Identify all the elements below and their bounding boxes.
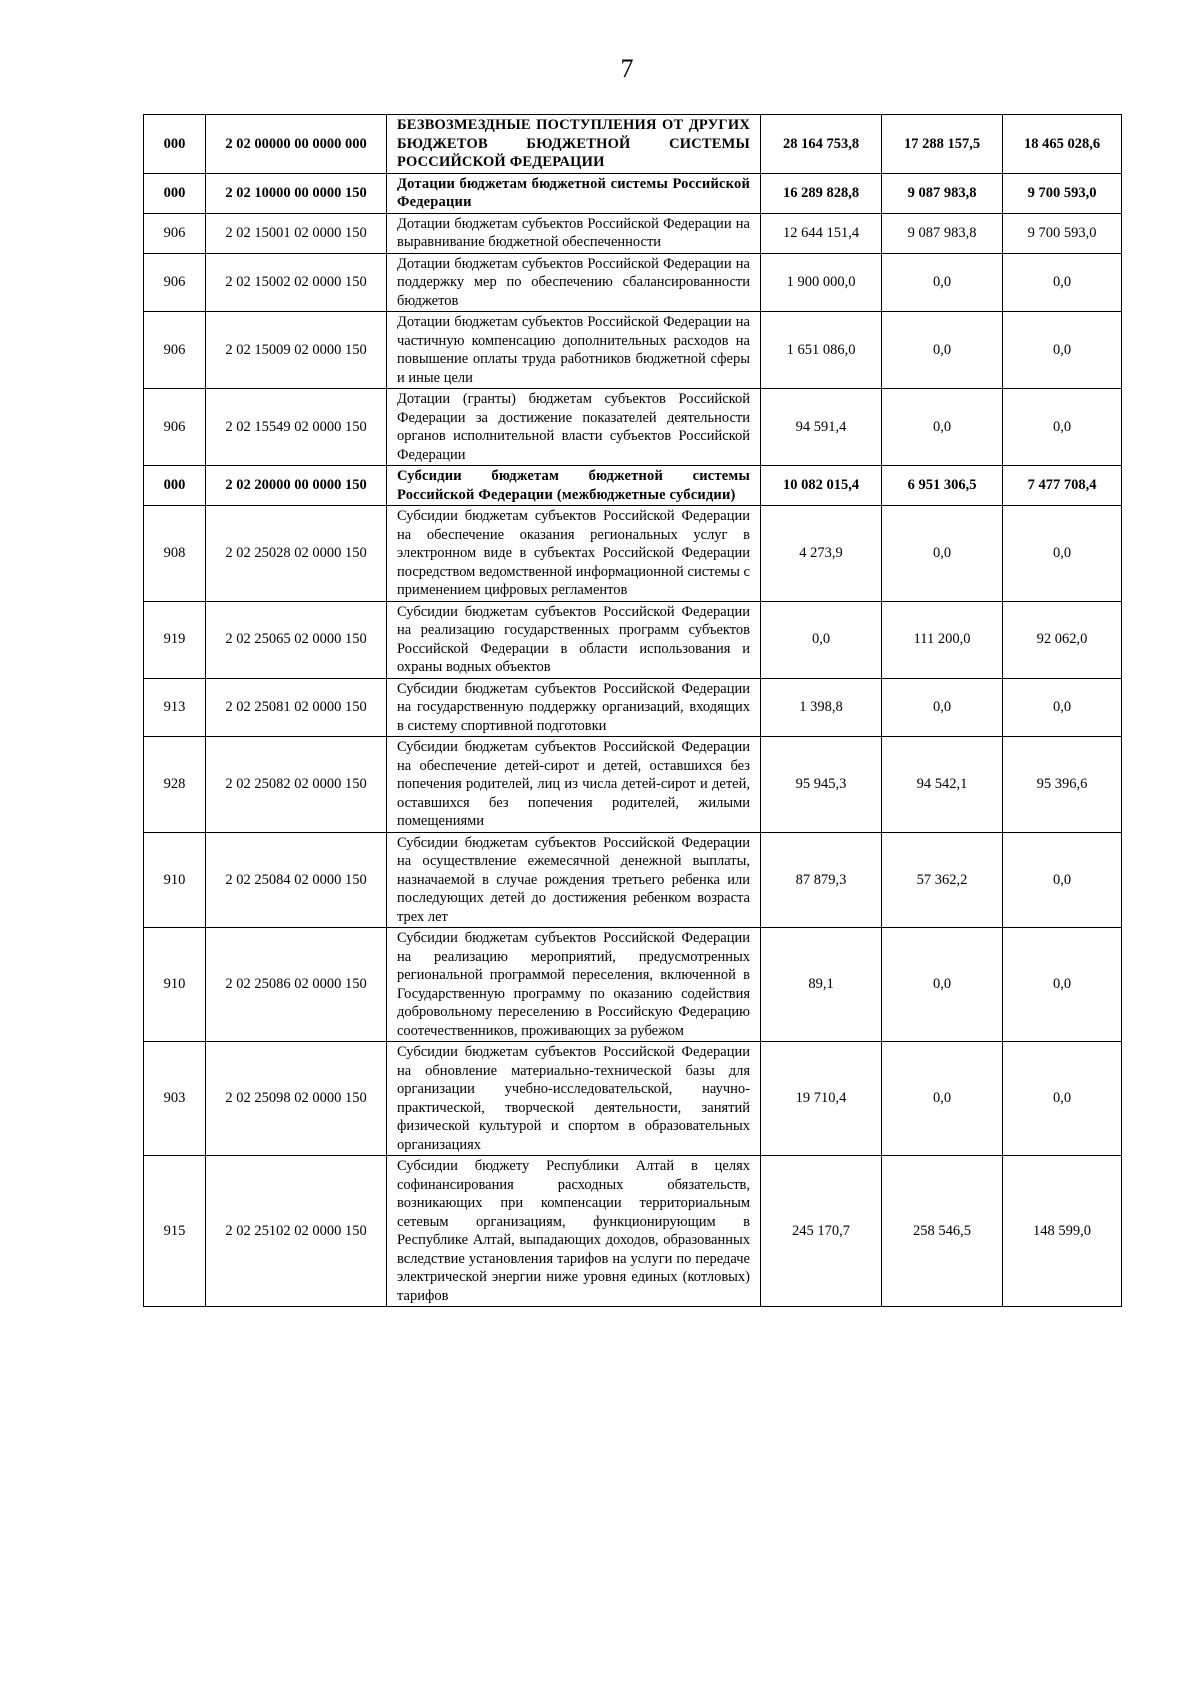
amount-year3-cell: 0,0 xyxy=(1003,506,1122,602)
table-row xyxy=(144,506,1122,602)
budget-code-cell: 2 02 25065 02 0000 150 xyxy=(206,601,387,678)
budget-code-cell: 2 02 25084 02 0000 150 xyxy=(206,832,387,928)
admin-code-cell: 906 xyxy=(144,253,206,312)
revenue-name-cell: Дотации бюджетам субъектов Российской Федерации на поддержку мер по обеспечению сбалансированности бюджетов xyxy=(387,253,761,312)
amount-year2-cell: 0,0 xyxy=(882,928,1003,1042)
table-row xyxy=(144,389,1122,466)
amount-year1-cell: 16 289 828,8 xyxy=(761,173,882,213)
table-row xyxy=(144,1156,1122,1307)
admin-code-cell: 906 xyxy=(144,312,206,389)
amount-year2-cell: 9 087 983,8 xyxy=(882,213,1003,253)
table-body xyxy=(144,115,1122,1307)
budget-code-cell: 2 02 25102 02 0000 150 xyxy=(206,1156,387,1307)
amount-year1-cell: 0,0 xyxy=(761,601,882,678)
amount-year3-cell: 18 465 028,6 xyxy=(1003,115,1122,174)
amount-year1-cell: 19 710,4 xyxy=(761,1042,882,1156)
amount-year3-cell: 95 396,6 xyxy=(1003,737,1122,833)
revenue-name-cell: Дотации бюджетам бюджетной системы Российской Федерации xyxy=(387,173,761,213)
amount-year3-cell: 0,0 xyxy=(1003,1042,1122,1156)
table-row xyxy=(144,601,1122,678)
revenue-name-cell: Дотации (гранты) бюджетам субъектов Российской Федерации за достижение показателей деятельности органов исполнительной власти субъектов Российской Федерации xyxy=(387,389,761,466)
table-row xyxy=(144,115,1122,174)
admin-code-cell: 919 xyxy=(144,601,206,678)
revenue-name-cell: Субсидии бюджетам субъектов Российской Федерации на реализацию государственных программ субъектов Российской Федерации в области использования и охраны водных объектов xyxy=(387,601,761,678)
amount-year1-cell: 10 082 015,4 xyxy=(761,466,882,506)
table-row xyxy=(144,253,1122,312)
amount-year1-cell: 94 591,4 xyxy=(761,389,882,466)
admin-code-cell: 000 xyxy=(144,115,206,174)
budget-code-cell: 2 02 15002 02 0000 150 xyxy=(206,253,387,312)
budget-code-cell: 2 02 25098 02 0000 150 xyxy=(206,1042,387,1156)
amount-year2-cell: 57 362,2 xyxy=(882,832,1003,928)
amount-year3-cell: 92 062,0 xyxy=(1003,601,1122,678)
amount-year3-cell: 148 599,0 xyxy=(1003,1156,1122,1307)
amount-year3-cell: 0,0 xyxy=(1003,312,1122,389)
table-row xyxy=(144,737,1122,833)
budget-code-cell: 2 02 25086 02 0000 150 xyxy=(206,928,387,1042)
amount-year2-cell: 0,0 xyxy=(882,312,1003,389)
admin-code-cell: 913 xyxy=(144,678,206,737)
revenue-name-cell: БЕЗВОЗМЕЗДНЫЕ ПОСТУПЛЕНИЯ ОТ ДРУГИХ БЮДЖЕТОВ БЮДЖЕТНОЙ СИСТЕМЫ РОССИЙСКОЙ ФЕДЕРАЦИИ xyxy=(387,115,761,174)
revenue-name-cell: Субсидии бюджетам бюджетной системы Российской Федерации (межбюджетные субсидии) xyxy=(387,466,761,506)
amount-year1-cell: 28 164 753,8 xyxy=(761,115,882,174)
admin-code-cell: 908 xyxy=(144,506,206,602)
amount-year3-cell: 0,0 xyxy=(1003,678,1122,737)
budget-code-cell: 2 02 15001 02 0000 150 xyxy=(206,213,387,253)
revenue-name-cell: Субсидии бюджетам субъектов Российской Федерации на обеспечение детей-сирот и детей, оставшихся без попечения родителей, лиц из числа детей-сирот и детей, оставшихся без попечения родителей, жилыми помещениями xyxy=(387,737,761,833)
amount-year3-cell: 7 477 708,4 xyxy=(1003,466,1122,506)
amount-year1-cell: 245 170,7 xyxy=(761,1156,882,1307)
revenue-name-cell: Субсидии бюджетам субъектов Российской Федерации на осуществление ежемесячной денежной выплаты, назначаемой в случае рождения третьего ребенка или последующих детей до достижения ребенком возраста трех лет xyxy=(387,832,761,928)
revenue-name-cell: Субсидии бюджетам субъектов Российской Федерации на обеспечение оказания региональных услуг в электронном виде в субъектах Российской Федерации посредством ведомственной информационной системы с применением цифровых регламентов xyxy=(387,506,761,602)
table-row xyxy=(144,213,1122,253)
amount-year2-cell: 0,0 xyxy=(882,253,1003,312)
budget-code-cell: 2 02 20000 00 0000 150 xyxy=(206,466,387,506)
budget-code-cell: 2 02 25028 02 0000 150 xyxy=(206,506,387,602)
admin-code-cell: 915 xyxy=(144,1156,206,1307)
amount-year3-cell: 0,0 xyxy=(1003,928,1122,1042)
revenue-name-cell: Субсидии бюджетам субъектов Российской Федерации на государственную поддержку организаций, входящих в систему спортивной подготовки xyxy=(387,678,761,737)
amount-year3-cell: 0,0 xyxy=(1003,253,1122,312)
admin-code-cell: 903 xyxy=(144,1042,206,1156)
amount-year2-cell: 0,0 xyxy=(882,678,1003,737)
revenue-name-cell: Дотации бюджетам субъектов Российской Федерации на частичную компенсацию дополнительных расходов на повышение оплаты труда работников бюджетной сферы и иные цели xyxy=(387,312,761,389)
amount-year1-cell: 87 879,3 xyxy=(761,832,882,928)
amount-year2-cell: 9 087 983,8 xyxy=(882,173,1003,213)
budget-code-cell: 2 02 10000 00 0000 150 xyxy=(206,173,387,213)
amount-year2-cell: 0,0 xyxy=(882,389,1003,466)
table-row xyxy=(144,312,1122,389)
admin-code-cell: 928 xyxy=(144,737,206,833)
budget-code-cell: 2 02 00000 00 0000 000 xyxy=(206,115,387,174)
budget-code-cell: 2 02 25082 02 0000 150 xyxy=(206,737,387,833)
amount-year3-cell: 9 700 593,0 xyxy=(1003,173,1122,213)
admin-code-cell: 000 xyxy=(144,466,206,506)
revenue-name-cell: Дотации бюджетам субъектов Российской Федерации на выравнивание бюджетной обеспеченности xyxy=(387,213,761,253)
amount-year2-cell: 111 200,0 xyxy=(882,601,1003,678)
amount-year1-cell: 95 945,3 xyxy=(761,737,882,833)
table-row xyxy=(144,466,1122,506)
budget-code-cell: 2 02 25081 02 0000 150 xyxy=(206,678,387,737)
revenue-name-cell: Субсидии бюджету Республики Алтай в целях софинансирования расходных обязательств, возникающих при компенсации территориальным сетевым организациям, функционирующим в Республике Алтай, выпадающих доходов, образованных вследствие установления тарифов на услуги по передаче электрической энергии ниже уровня единых (котловых) тарифов xyxy=(387,1156,761,1307)
admin-code-cell: 000 xyxy=(144,173,206,213)
amount-year2-cell: 0,0 xyxy=(882,506,1003,602)
amount-year2-cell: 94 542,1 xyxy=(882,737,1003,833)
amount-year2-cell: 6 951 306,5 xyxy=(882,466,1003,506)
budget-code-cell: 2 02 15549 02 0000 150 xyxy=(206,389,387,466)
budget-revenue-table xyxy=(143,114,1122,1307)
budget-code-cell: 2 02 15009 02 0000 150 xyxy=(206,312,387,389)
admin-code-cell: 910 xyxy=(144,928,206,1042)
table-row xyxy=(144,173,1122,213)
admin-code-cell: 906 xyxy=(144,389,206,466)
amount-year1-cell: 12 644 151,4 xyxy=(761,213,882,253)
amount-year1-cell: 1 651 086,0 xyxy=(761,312,882,389)
amount-year3-cell: 9 700 593,0 xyxy=(1003,213,1122,253)
admin-code-cell: 910 xyxy=(144,832,206,928)
amount-year1-cell: 1 900 000,0 xyxy=(761,253,882,312)
table-row xyxy=(144,928,1122,1042)
revenue-name-cell: Субсидии бюджетам субъектов Российской Федерации на реализацию мероприятий, предусмотренных региональной программой переселения, включенной в Государственную программу по оказанию содействия добровольному переселению в Российскую Федерацию соотечественников, проживающих за рубежом xyxy=(387,928,761,1042)
admin-code-cell: 906 xyxy=(144,213,206,253)
amount-year2-cell: 0,0 xyxy=(882,1042,1003,1156)
table-row xyxy=(144,678,1122,737)
amount-year2-cell: 17 288 157,5 xyxy=(882,115,1003,174)
page-number: 7 xyxy=(620,54,634,83)
amount-year3-cell: 0,0 xyxy=(1003,389,1122,466)
table-row xyxy=(144,832,1122,928)
table-row xyxy=(144,1042,1122,1156)
revenue-name-cell: Субсидии бюджетам субъектов Российской Федерации на обновление материально-технической базы для организации учебно-исследовательской, научно-практической, творческой деятельности, занятий физической культурой и спортом в образовательных организациях xyxy=(387,1042,761,1156)
amount-year1-cell: 89,1 xyxy=(761,928,882,1042)
amount-year1-cell: 1 398,8 xyxy=(761,678,882,737)
amount-year1-cell: 4 273,9 xyxy=(761,506,882,602)
amount-year3-cell: 0,0 xyxy=(1003,832,1122,928)
amount-year2-cell: 258 546,5 xyxy=(882,1156,1003,1307)
